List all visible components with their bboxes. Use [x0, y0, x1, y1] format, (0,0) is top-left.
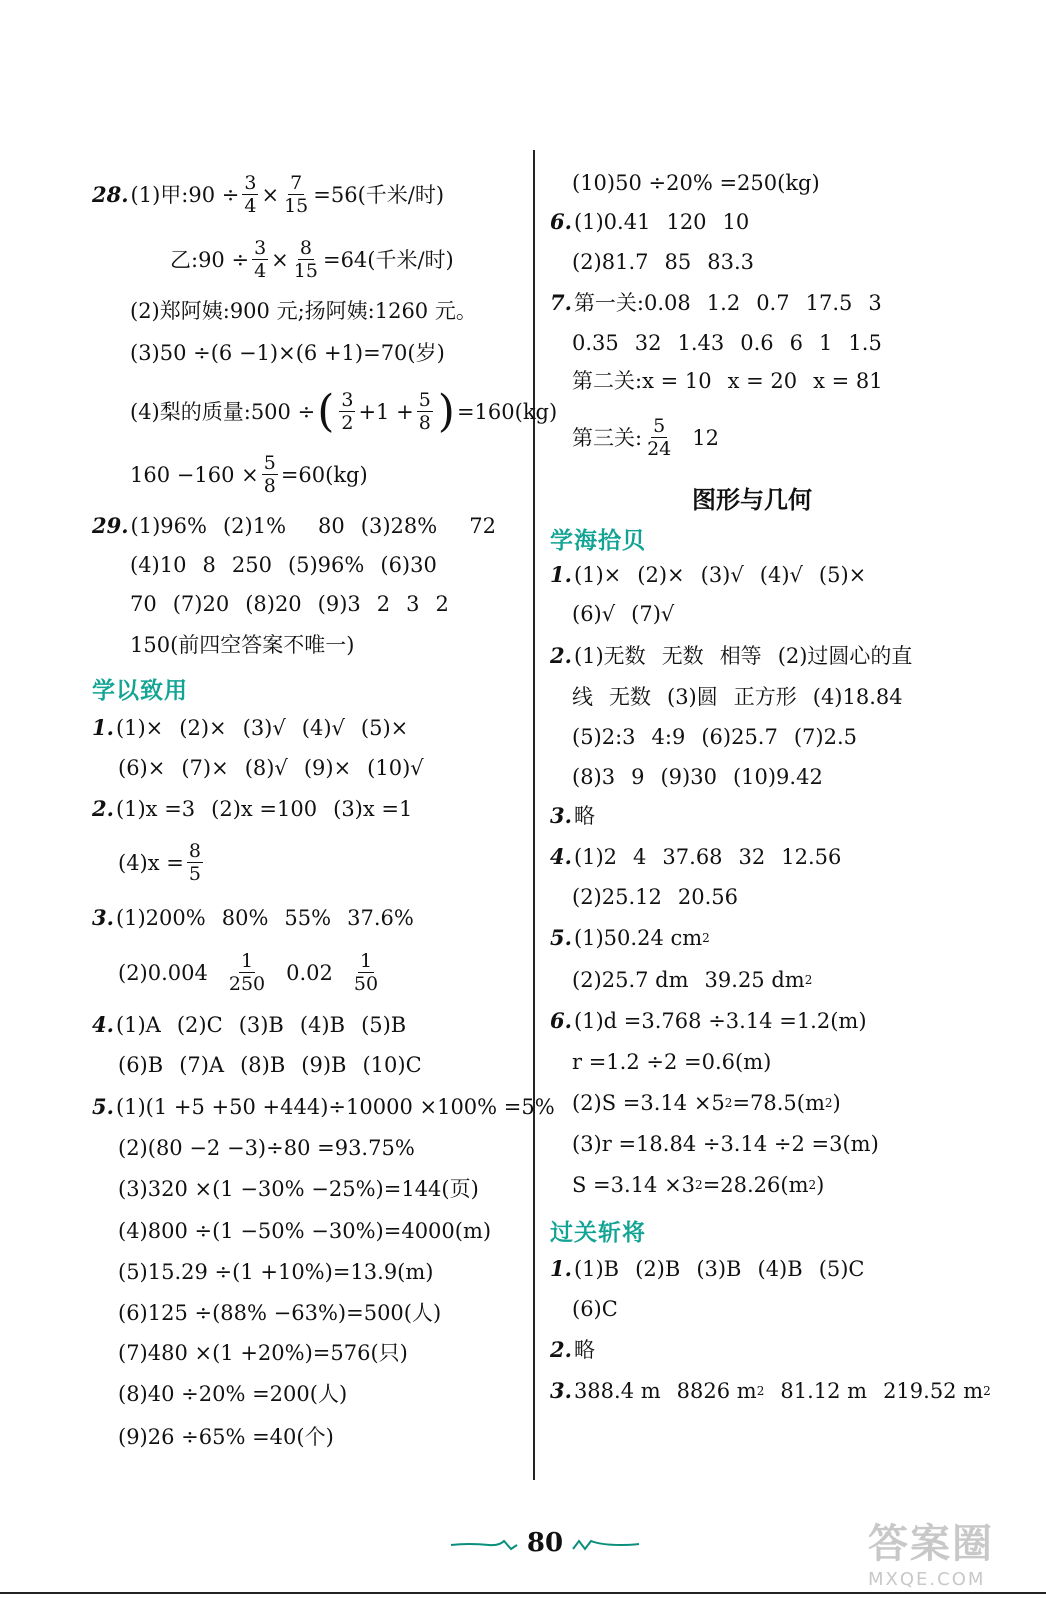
g2-line4: (8)3 9 (9)30 (10)9.42	[572, 765, 823, 789]
k1-line1: 1. (1)B (2)B (3)B (4)B (5)C	[550, 1256, 865, 1281]
watermark-url: MXQE.COM	[868, 1569, 986, 1590]
xy2-line2: (4)x = $\frac{8}{5}$	[118, 840, 201, 885]
g4-line2: (2)25.12 20.56	[572, 885, 738, 909]
k1-line2: (6)C	[572, 1297, 618, 1321]
xy5-line3: (3)320 ×(1 −30% −25%)=144(页)	[118, 1177, 479, 1201]
xy5-line6: (6)125 ÷(88% −63%)=500(人)	[118, 1301, 442, 1325]
q29-line2: (4)10 8 250 (5)96% (6)30	[130, 553, 437, 577]
k3-line: 3. 388.4 m 8826 m 2 81.12 m 219.52 m 2	[550, 1378, 991, 1403]
fraction: $\frac{5}{24}$	[647, 415, 672, 460]
xy5-line9: (9)26 ÷65% =40(个)	[118, 1425, 334, 1449]
r7-line4: 第三关: $\frac{5}{24}$ 12	[572, 415, 719, 460]
watermark-title: 答案圈	[868, 1521, 994, 1567]
r6-line2: (2)81.7 85 83.3	[572, 250, 755, 274]
q29-line4: 150(前四空答案不唯一)	[130, 633, 355, 657]
g5-line2: (2)25.7 dm 39.25 dm 2	[572, 968, 813, 992]
q28-line6: 160 −160 × $\frac{5}{8}$ =60(kg)	[130, 452, 368, 497]
xy2-line1: 2. (1)x =3 (2)x =100 (3)x =1	[92, 796, 413, 821]
g1-line1: 1. (1)× (2)× (3)√ (4)√ (5)×	[550, 562, 867, 587]
xy5-line5: (5)15.29 ÷(1 +10%)=13.9(m)	[118, 1260, 434, 1284]
g6-line1: 6. (1)d =3.768 ÷3.14 =1.2(m)	[550, 1008, 867, 1033]
g3-line: 3. 略	[550, 803, 595, 828]
fraction: $\frac{8}{15}$	[293, 237, 318, 282]
q28-line5: (4)梨的质量:500 ÷ ( $\frac{3}{2}$ +1 + $\frac{5}{8}$ ) =160(kg)	[130, 385, 558, 437]
fraction: $\frac{8}{5}$	[188, 840, 201, 885]
xy5-line8: (8)40 ÷20% =200(人)	[118, 1382, 348, 1406]
r7-line2: 0.35 32 1.43 0.6 6 1 1.5	[572, 331, 882, 355]
g6-line4: (3)r =18.84 ÷3.14 ÷2 =3(m)	[572, 1132, 879, 1156]
xy5-line2: (2)(80 −2 −3)÷80 =93.75%	[118, 1136, 415, 1160]
left-flourish-icon	[449, 1533, 519, 1553]
q29-line1: 29. (1)96% (2)1% 80 (3)28% 72	[92, 513, 496, 538]
xy5-line7: (7)480 ×(1 +20%)=576(只)	[118, 1341, 408, 1365]
section-title-xueyizhiyong: 学以致用	[92, 678, 188, 704]
column-divider	[533, 150, 535, 1480]
watermark-logo	[868, 1512, 1028, 1590]
xy1-line2: (6)× (7)× (8)√ (9)× (10)√	[118, 756, 424, 780]
page-footer	[445, 1523, 645, 1563]
g4-line1: 4. (1)2 4 37.68 32 12.56	[550, 844, 842, 869]
page-number: 80	[526, 1528, 564, 1558]
right-flourish-icon	[571, 1533, 641, 1553]
k2-line: 2. 略	[550, 1337, 595, 1362]
xy1-line1: 1. (1)× (2)× (3)√ (4)√ (5)×	[92, 715, 409, 740]
fraction: $\frac{5}{8}$	[263, 452, 276, 497]
q28-line3: (2)郑阿姨:900 元;扬阿姨:1260 元。	[130, 299, 477, 323]
g1-line2: (6)√ (7)√	[572, 602, 675, 626]
xy3-line2: (2)0.004 $\frac{1}{250}$ 0.02 $\frac{1}{50}$	[118, 950, 379, 995]
g5-line1: 5. (1)50.24 cm 2	[550, 925, 710, 950]
q28-line4: (3)50 ÷(6 −1)×(6 +1)=70(岁)	[130, 341, 445, 365]
fraction: $\frac{3}{4}$	[244, 172, 257, 217]
section-title-guoguanzhanjiang: 过关斩将	[550, 1220, 646, 1246]
xy4-line2: (6)B (7)A (8)B (9)B (10)C	[118, 1053, 422, 1077]
fraction: $\frac{1}{50}$	[353, 950, 379, 995]
g6-line5: S =3.14 ×3 2 =28.26(m 2 )	[572, 1173, 825, 1197]
heading-geometry: 图形与几何	[692, 486, 812, 514]
r6-line1: 6. (1)0.41 120 10	[550, 209, 750, 234]
bottom-border	[0, 1592, 1046, 1594]
xy3-line1: 3. (1)200% 80% 55% 37.6%	[92, 905, 414, 930]
xy4-line1: 4. (1)A (2)C (3)B (4)B (5)B	[92, 1012, 407, 1037]
xy5-line4: (4)800 ÷(1 −50% −30%)=4000(m)	[118, 1219, 492, 1243]
r7-line1: 7. 第一关:0.08 1.2 0.7 17.5 3	[550, 290, 882, 315]
g2-line2: 线 无数 (3)圆 正方形 (4)18.84	[572, 685, 903, 709]
xy5-line10: (10)50 ÷20% =250(kg)	[572, 171, 820, 195]
fraction: $\frac{1}{250}$	[228, 950, 266, 995]
fraction: $\frac{3}{4}$	[254, 237, 267, 282]
fraction: $\frac{7}{15}$	[284, 172, 309, 217]
q29-line3: 70 (7)20 (8)20 (9)3 2 3 2	[130, 592, 449, 616]
xy5-line1: 5. (1)(1 +5 +50 +444)÷10000 ×100% =5%	[92, 1094, 555, 1119]
r7-line3: 第二关:x = 10 x = 20 x = 81	[572, 369, 883, 393]
fraction: $\frac{5}{8}$	[418, 389, 431, 434]
g2-line1: 2. (1)无数 无数 相等 (2)过圆心的直	[550, 643, 913, 668]
q28-line2: 乙:90 ÷ $\frac{3}{4}$ × $\frac{8}{15}$ =64(千米/时)	[170, 237, 454, 282]
q28-line1: 28. (1)甲:90 ÷ $\frac{3}{4}$ × $\frac{7}{15}$ =56(千米/时)	[92, 172, 445, 217]
g6-line2: r =1.2 ÷2 =0.6(m)	[572, 1050, 772, 1074]
fraction: $\frac{3}{2}$	[341, 389, 354, 434]
g6-line3: (2)S =3.14 ×5 2 =78.5(m 2 )	[572, 1091, 841, 1115]
g2-line3: (5)2:3 4:9 (6)25.7 (7)2.5	[572, 725, 858, 749]
section-title-xuehaishibei: 学海拾贝	[550, 528, 646, 554]
